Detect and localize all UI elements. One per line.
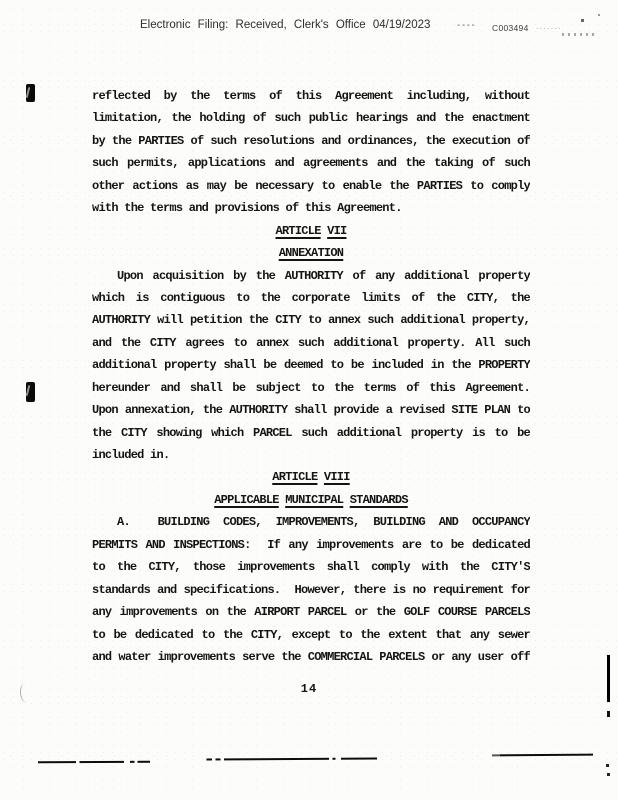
document-line: standards and specifications. However, there is no requirement for — [92, 582, 530, 597]
document-line: limitation, the holding of such public hearings and the enactment — [92, 111, 530, 126]
document-body — [92, 85, 530, 668]
filing-stamp: Electronic Filing: Received, Clerk's Office 04/19/2023 — [140, 19, 431, 31]
document-line: hereunder and shall be subject to the terms of this Agreement. — [92, 380, 530, 395]
scan-registration-mark — [26, 382, 35, 402]
scan-speck — [581, 19, 584, 22]
article-heading: APPLICABLE MUNICIPAL STANDARDS — [214, 492, 408, 507]
scan-line-artifact — [38, 761, 150, 763]
document-line: other actions as may be necessary to enable the PARTIES to comply — [92, 178, 530, 193]
scan-line-artifact — [492, 754, 593, 757]
scan-edge-dot — [606, 764, 609, 767]
scan-speck-row — [562, 33, 594, 36]
scan-line-artifact — [205, 758, 377, 760]
scan-edge-dash — [607, 711, 610, 717]
document-line: A. BUILDING CODES, IMPROVEMENTS, BUILDING AND OCCUPANCY — [117, 515, 530, 530]
document-code: C003494 — [492, 23, 529, 33]
article-heading: ANNEXATION — [278, 246, 344, 261]
document-line: and the CITY agrees to annex such additional property. All such — [92, 335, 530, 350]
document-line: the CITY showing which PARCEL such additional property is to be — [92, 425, 530, 440]
document-line: reflected by the terms of this Agreement including, without — [92, 89, 530, 103]
document-line: AUTHORITY will petition the CITY to annex such additional property, — [92, 313, 530, 328]
document-line: Upon acquisition by the AUTHORITY of any additional property — [117, 268, 530, 283]
document-line: such permits, applications and agreements and the taking of such — [92, 156, 530, 171]
page-number: 14 — [300, 682, 318, 696]
document-line: which is contiguous to the corporate limits of the CITY, the — [92, 290, 530, 305]
document-line: to the CITY, those improvements shall comply with the CITY'S — [92, 560, 530, 575]
scan-edge-dot — [607, 773, 610, 776]
scan-dot-trail: ······· — [536, 24, 562, 33]
document-line: PERMITS AND INSPECTIONS: If any improvements are to be dedicated — [92, 537, 530, 552]
article-heading: ARTICLE VIII — [272, 470, 350, 485]
document-line: with the terms and provisions of this Agreement. — [92, 201, 402, 216]
document-line: additional property shall be deemed to be included in the PROPERTY — [92, 358, 530, 373]
document-line: included in. — [92, 448, 170, 462]
stamp-dashes: ---- — [457, 20, 477, 31]
document-line: to be dedicated to the CITY, except to the extent that any sewer — [92, 627, 530, 642]
scan-edge-bar — [607, 655, 610, 702]
document-line: and water improvements serve the COMMERCIAL PARCELS or any user off — [92, 649, 530, 664]
scan-speck — [598, 14, 600, 16]
scan-registration-mark — [26, 84, 35, 102]
article-heading: ARTICLE VII — [275, 223, 347, 238]
document-line: Upon annexation, the AUTHORITY shall provide a revised SITE PLAN to — [92, 403, 530, 418]
document-line: by the PARTIES of such resolutions and ordinances, the execution of — [92, 133, 530, 148]
document-line: any improvements on the AIRPORT PARCEL or the GOLF COURSE PARCELS — [92, 605, 530, 620]
